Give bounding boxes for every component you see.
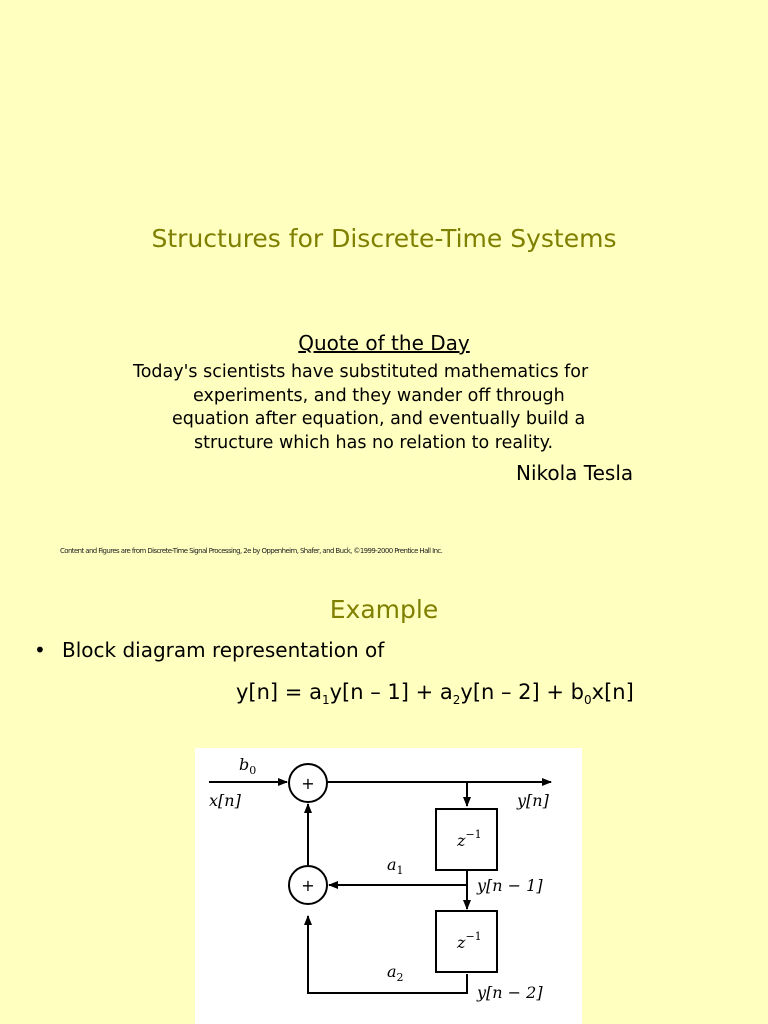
delay-2-label: $z^{-1}$ <box>457 930 482 952</box>
gain-a2-label: $a_2$ <box>387 962 404 984</box>
output-label: y[n] <box>517 791 549 810</box>
gain-b0-label: $b_0$ <box>239 755 257 777</box>
eq-part3: y[n – 2] + b <box>460 680 585 704</box>
adder-bottom-symbol: + <box>301 876 315 895</box>
difference-equation <box>236 680 634 707</box>
quote-line-2: experiments, and they wander off through <box>193 386 565 406</box>
input-label: x[n] <box>209 791 241 810</box>
quote-line-1: Today's scientists have substituted mathematics for <box>133 362 589 382</box>
gain-a1-label: $a_1$ <box>387 855 404 877</box>
adder-top-symbol: + <box>301 774 315 793</box>
delay-1-label: $z^{-1}$ <box>457 828 482 850</box>
quote-author: Nikola Tesla <box>516 461 634 485</box>
example-title: Example <box>329 595 439 624</box>
block-diagram <box>195 748 582 1024</box>
eq-part2: y[n – 1] + a <box>329 680 453 704</box>
quote-line-4: structure which has no relation to reality. <box>194 433 554 453</box>
quote-heading: Quote of the Day <box>298 331 470 355</box>
eq-a2-sub: 2 <box>452 693 461 708</box>
quote-line-3: equation after equation, and eventually build a <box>172 409 586 429</box>
eq-part4: x[n] <box>591 680 634 704</box>
credit-note: Content and Figures are from Discrete-Time Signal Processing, 2e by Oppenheim, Shafer, and Buck, ©1999-2000 Prentice Hall Inc. <box>60 547 443 555</box>
eq-b0-sub: 0 <box>584 693 592 708</box>
bullet-icon: • <box>34 638 46 662</box>
eq-lhs: y[n] = a <box>236 680 322 704</box>
bullet-text: Block diagram representation of <box>62 638 385 662</box>
eq-a1-sub: 1 <box>321 693 330 708</box>
slide-title: Structures for Discrete-Time Systems <box>151 224 617 253</box>
tap2-label: y[n − 2] <box>477 983 543 1002</box>
tap1-label: y[n − 1] <box>477 876 543 895</box>
